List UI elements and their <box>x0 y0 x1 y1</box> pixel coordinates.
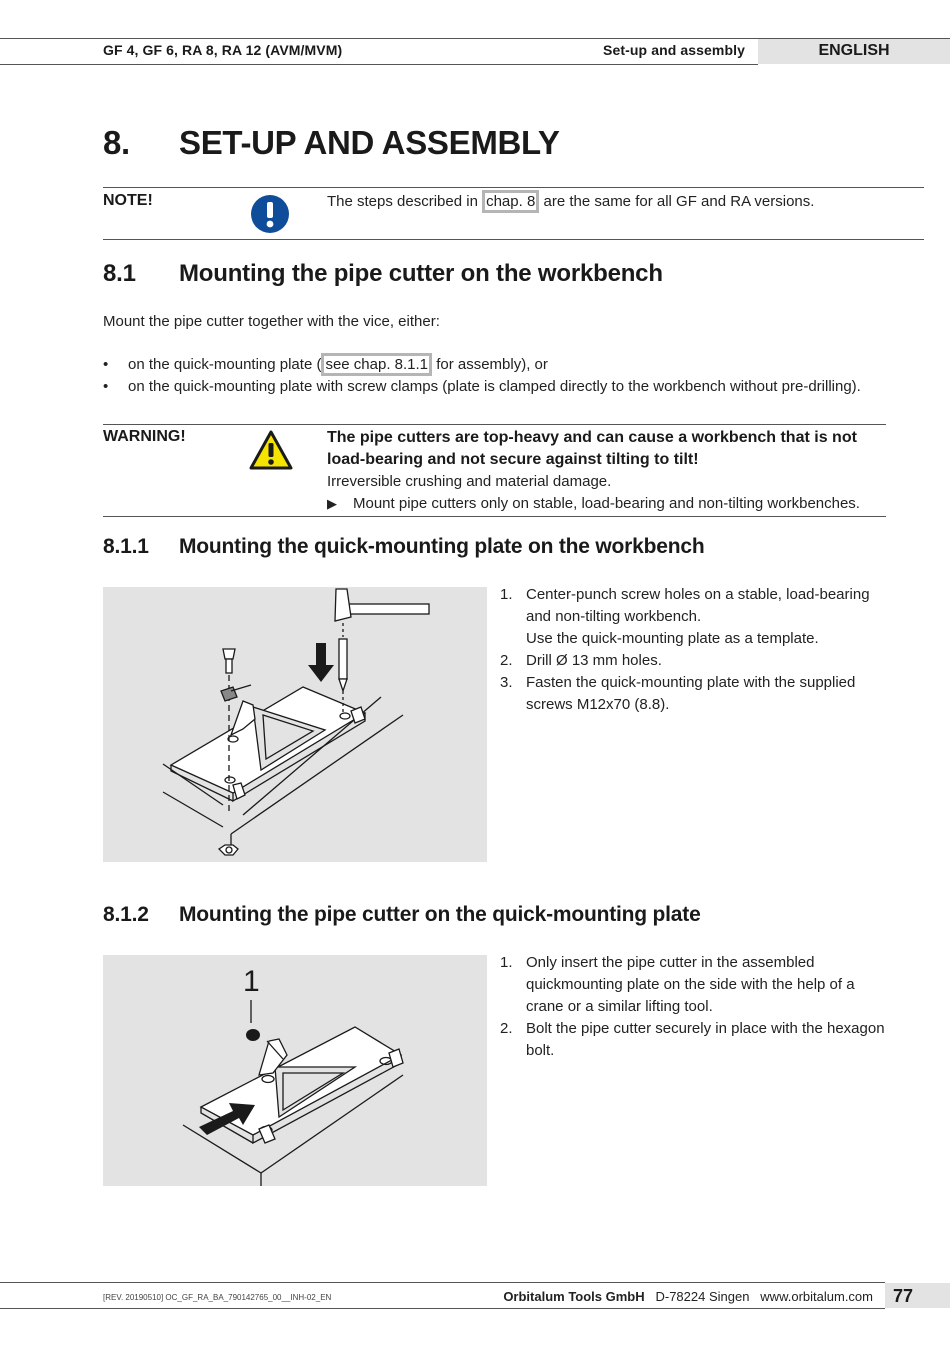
step-number: 1. <box>500 586 513 603</box>
step-text: Drill Ø 13 mm holes. <box>526 652 662 669</box>
section-8-1-intro: Mount the pipe cutter together with the vice, either: <box>103 313 440 330</box>
list-item <box>500 952 895 1018</box>
step-number: 3. <box>500 674 513 691</box>
list-item <box>103 376 903 398</box>
bullet-text: on the quick-mounting plate with screw clamps (plate is clamped directly to the workbench without pre-drilling). <box>128 378 861 395</box>
bullet-marker: • <box>103 356 109 373</box>
step-text: Fasten the quick-mounting plate with the supplied screws M12x70 (8.8). <box>526 674 856 713</box>
bullet-marker: • <box>103 378 109 395</box>
header-language: ENGLISH <box>818 42 890 59</box>
note-label: NOTE! <box>103 192 153 209</box>
list-item <box>500 1018 895 1062</box>
list-item <box>500 672 890 716</box>
footer-address: D-78224 Singen <box>655 1289 750 1304</box>
note-rule-bottom <box>103 239 924 240</box>
header-rule-bottom <box>0 64 758 65</box>
section-8-1-1-steps <box>500 584 890 716</box>
section-8-1-2-steps <box>500 952 895 1062</box>
warning-rule-bottom <box>103 516 886 517</box>
header-models: GF 4, GF 6, RA 8, RA 12 (AVM/MVM) <box>103 42 343 58</box>
footer-rule-top <box>0 1282 885 1283</box>
note-rule-top <box>103 187 924 188</box>
step-subtext: Use the quick-mounting plate as a template. <box>526 630 819 647</box>
section-8-1-2-number: 8.1.2 <box>103 903 149 926</box>
note-text-after: are the same for all GF and RA versions. <box>539 193 815 210</box>
chapter-title: SET-UP AND ASSEMBLY <box>179 124 560 161</box>
warning-consequence: Irreversible crushing and material damage. <box>327 473 612 490</box>
bullet-chapter-link[interactable]: see chap. 8.1.1 <box>321 353 432 376</box>
figure-callout-number: 1 <box>243 965 260 998</box>
warning-rule-top <box>103 424 886 425</box>
footer-website[interactable]: www.orbitalum.com <box>760 1289 873 1304</box>
footer-company-line <box>503 1289 873 1304</box>
step-text: Bolt the pipe cutter securely in place with the hexagon bolt. <box>526 1020 885 1059</box>
bullet-text-after: for assembly), or <box>432 356 548 373</box>
bullet-text-before: on the quick-mounting plate ( <box>128 356 322 373</box>
list-item <box>500 584 890 650</box>
note-chapter-link[interactable]: chap. 8 <box>482 190 539 213</box>
action-arrow-icon: ▶ <box>327 496 337 511</box>
list-item <box>103 354 903 376</box>
step-number: 1. <box>500 954 513 971</box>
plate-insertion-illustration <box>103 955 487 1186</box>
list-item <box>500 650 890 672</box>
warning-label: WARNING! <box>103 428 186 445</box>
warning-triangle-icon <box>248 429 294 476</box>
warning-headline: The pipe cutters are top-heavy and can cause a workbench that is not load-bearing and not secure against tilting to tilt! <box>327 429 857 468</box>
figure-quick-mounting-plate <box>103 587 487 862</box>
footer-company: Orbitalum Tools GmbH <box>503 1289 645 1304</box>
step-text: Center-punch screw holes on a stable, load-bearing and non-tilting workbench. <box>526 586 870 625</box>
section-8-1-2-title: Mounting the pipe cutter on the quick-mounting plate <box>179 903 701 926</box>
note-text-before: The steps described in <box>327 193 483 210</box>
section-8-1-1-number: 8.1.1 <box>103 535 149 558</box>
step-number: 2. <box>500 652 513 669</box>
step-text: Only insert the pipe cutter in the assembled quickmounting plate on the side with the help of a crane or a similar lifting tool. <box>526 954 855 1015</box>
workbench-drilling-illustration <box>103 587 487 862</box>
section-8-1-bullets <box>103 354 903 398</box>
section-8-1-number: 8.1 <box>103 260 136 287</box>
warning-action: Mount pipe cutters only on stable, load-bearing and non-tilting workbenches. <box>353 495 860 512</box>
page-number: 77 <box>892 1286 914 1306</box>
figure-pipe-cutter-insertion <box>103 955 487 1186</box>
footer-rule-bottom <box>0 1308 885 1309</box>
note-text <box>327 191 814 213</box>
footer-revision: [REV. 20190510] OC_GF_RA_BA_790142765_00__INH-02_EN <box>103 1293 332 1302</box>
section-8-1-1-title: Mounting the quick-mounting plate on the workbench <box>179 535 705 558</box>
step-number: 2. <box>500 1020 513 1037</box>
info-icon <box>250 194 290 239</box>
header-section: Set-up and assembly <box>603 42 745 58</box>
section-8-1-title: Mounting the pipe cutter on the workbench <box>179 260 663 287</box>
chapter-number: 8. <box>103 124 130 161</box>
